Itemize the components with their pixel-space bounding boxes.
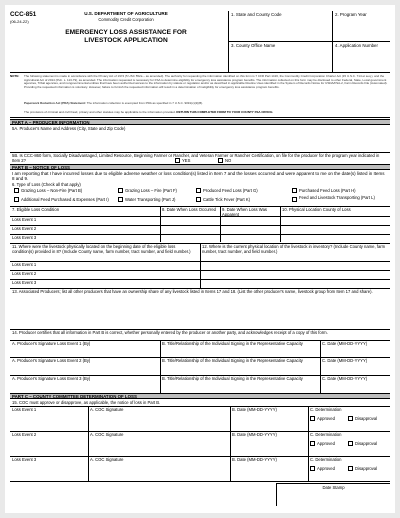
divider	[320, 340, 321, 393]
divider	[10, 481, 390, 482]
loss-type-label: Grazing Loss – Non-Fire (Part B)	[21, 188, 83, 193]
form-revision: (06-24-22)	[10, 19, 29, 24]
table-row[interactable]	[12, 235, 388, 243]
loss-type-label: Additional Feed Purchased & Expenses (Part I)	[21, 197, 109, 202]
table-row[interactable]	[12, 280, 388, 288]
col-date-loss-occurred: 8. Date When Loss Occurred	[162, 207, 216, 212]
state-county-code-field[interactable]: 1. State and County Code	[228, 11, 332, 41]
coc-date-3-field[interactable]: B. Date (MM-DD-YYYY)	[232, 457, 277, 462]
signature-date-2-field[interactable]: C. Date (MM-DD-YYYY)	[322, 358, 368, 363]
ccc-851-form	[10, 11, 390, 506]
loss-event-label: Loss Event 1	[12, 262, 37, 267]
approved-label: Approved	[317, 441, 335, 446]
approved-3-checkbox[interactable]	[310, 466, 315, 471]
loss-certification-text: I am reporting that I have incurred losses due to eligible adverse weather or loss condition(s) listed in Item 7 and the losses occurred and were apparent to me on the date(s) listed in Items 8 and 9.	[12, 171, 385, 181]
loss-event-label: Loss Event 3	[12, 280, 37, 285]
privacy-notice	[10, 74, 390, 118]
table-row[interactable]	[12, 226, 388, 234]
coc-determination-label: C. Determination	[310, 457, 342, 462]
producer-signature-3-field[interactable]: A. Producer's Signature Loss Event 3 (By)	[12, 376, 91, 381]
cattle-tick-checkbox[interactable]	[196, 197, 201, 202]
col-location-county: 10. Physical Location County of Loss	[282, 207, 351, 212]
county-office-name-field[interactable]: 3. County Office Name	[228, 41, 332, 73]
department-name: U.S. DEPARTMENT OF AGRICULTURE	[84, 11, 168, 16]
loss-event-label: Loss Event 2	[12, 271, 37, 276]
disapproved-1-checkbox[interactable]	[348, 416, 353, 421]
title-relationship-2-field[interactable]: B. Title/Relationship of the Individual Signing in the Representative Capacity	[162, 358, 303, 363]
divider	[230, 406, 231, 481]
disapproved-label: Disapproval	[355, 416, 378, 421]
disapproved-2-checkbox[interactable]	[348, 441, 353, 446]
item-11-label: 11. Where were the livestock physically located on the beginning date of the eligible loss condition(s) provided in 8? (Include County name, farm number, tract number, and field number.)	[12, 244, 191, 254]
table-row[interactable]	[12, 262, 388, 270]
coc-loss-event-label: Loss Event 1	[12, 407, 37, 412]
loss-event-label: Loss Event 3	[12, 235, 37, 240]
loss-type-label: Grazing Loss – Fire (Part F)	[125, 188, 177, 193]
approved-label: Approved	[317, 416, 335, 421]
coc-determination-label: C. Determination	[310, 407, 342, 412]
title-relationship-3-field[interactable]: B. Title/Relationship of the Individual Signing in the Representative Capacity	[162, 376, 303, 381]
coc-signature-2-field[interactable]: A. COC Signature	[90, 432, 124, 437]
disapproved-label: Disapproval	[355, 441, 378, 446]
producer-name-address-field[interactable]	[12, 131, 388, 152]
no-checkbox[interactable]	[218, 158, 223, 163]
table-row[interactable]	[12, 271, 388, 279]
coc-determination-label: C. Determination	[310, 432, 342, 437]
fraud-text: The provisions of criminal and civil fraud, privacy and other statutes may be applicable to the information provided.	[24, 110, 176, 114]
privacy-act-text: The following statement is made in accordance with the Privacy Act of 1974 (5 USC 552a – as amended). The authority for requesting the information identified on this form is 7 CFR Part 1416, the Commodity Credit Corporation Charter Act (15 U.S.C. 714 et seq.), and the Agricultural Act of 2014 (Pub. L. 113-79), as amended. The information requested is necessary for FSA to determine eligibility for emergency loss assistance program benefits. The information collected on this form may be disclosed to other Federal, State, Local government agencies, Tribal agencies, and nongovernmental entities that have been authorized access to the information by statute or regulation and/or as described in applicable Routine Uses identified in the System of Records Notice for USDA/FSA-2, Farm Records File (Automated). Providing the requested information is voluntary. However, failure to furnish the requested information will result in a determination of ineligibility for emergency loss assistance program benefits.	[24, 74, 388, 89]
producer-signature-2-field[interactable]: A. Producer's Signature Loss Event 2 (By)	[12, 358, 91, 363]
producer-name-address-label: 5A. Producer's Name and Address (City, State and Zip Code)	[12, 126, 126, 131]
program-year-field[interactable]: 2. Program Year	[332, 11, 390, 41]
return-instructions	[24, 111, 388, 115]
col-eligible-loss-condition: 7. Eligible Loss Condition	[12, 207, 60, 212]
produced-feed-checkbox[interactable]	[196, 188, 201, 193]
coc-date-1-field[interactable]: B. Date (MM-DD-YYYY)	[232, 407, 277, 412]
grazing-fire-checkbox[interactable]	[118, 188, 123, 193]
purchased-feed-checkbox[interactable]	[292, 188, 297, 193]
signature-date-3-field[interactable]: C. Date (MM-DD-YYYY)	[322, 376, 368, 381]
coc-date-2-field[interactable]: B. Date (MM-DD-YYYY)	[232, 432, 277, 437]
disapproved-3-checkbox[interactable]	[348, 466, 353, 471]
producer-signature-1-field[interactable]: A. Producer's Signature Loss Event 1 (By)	[12, 341, 91, 346]
loss-type-label: Feed and Livestock Transporting (Part L)	[299, 195, 375, 200]
col-date-loss-apparent: 9. Date When Loss Was Apparent	[222, 207, 267, 217]
yes-checkbox[interactable]	[175, 158, 180, 163]
yes-label: YES	[182, 158, 191, 163]
application-number-field[interactable]: 4. Application Number	[332, 41, 390, 73]
form-title	[46, 29, 206, 45]
disapproved-label: Disapproval	[355, 466, 378, 471]
item-13-label: 13. Associated Producers; list all other producers that have an ownership share of any livestock listed in Items 17 and 18. (List the other producer's name, livestock group from Item 17 and share).	[12, 289, 373, 294]
signature-date-1-field[interactable]: C. Date (MM-DD-YYYY)	[322, 341, 368, 346]
part-a-header: PART A – PRODUCER INFORMATION	[10, 119, 390, 125]
approved-2-checkbox[interactable]	[310, 441, 315, 446]
loss-type-label: Cattle Tick Fever (Part K)	[203, 197, 251, 202]
approved-label: Approved	[317, 466, 335, 471]
water-transport-checkbox[interactable]	[118, 197, 123, 202]
loss-type-label: Produced Feed Loss (Part G)	[203, 188, 258, 193]
feed-livestock-transport-checkbox[interactable]	[292, 197, 297, 202]
approved-1-checkbox[interactable]	[310, 416, 315, 421]
type-of-loss-label: 6. Type of Loss (Check all that apply)	[12, 182, 81, 187]
form-header	[10, 11, 390, 73]
agency-block	[46, 11, 206, 22]
divider	[308, 406, 309, 481]
additional-feed-checkbox[interactable]	[14, 197, 19, 202]
form-page	[5, 5, 395, 513]
pra-statement	[24, 102, 388, 106]
divider	[160, 340, 161, 393]
pra-label: Paperwork Reduction Act (PRA) Statement:	[24, 101, 86, 105]
part-c-header: PART C – COUNTY COMMITTEE DETERMINATION OF LOSS	[10, 393, 390, 399]
coc-loss-event-label: Loss Event 2	[12, 432, 37, 437]
corporation-name: Commodity Credit Corporation	[98, 17, 154, 22]
associated-producers-field[interactable]	[12, 300, 388, 329]
title-line-1: EMERGENCY LOSS ASSISTANCE FOR	[65, 29, 187, 36]
coc-signature-3-field[interactable]: A. COC Signature	[90, 457, 124, 462]
certification-question: 5B. Is CCC-860 form, Socially Disadvantaged, Limited Resource, Beginning Farmer or Rancher, and Veteran Farmer or Rancher Certification, on file for the producer for the program year indicated in Item 2?	[12, 153, 380, 163]
grazing-nonfire-checkbox[interactable]	[14, 188, 19, 193]
loss-event-label: Loss Event 2	[12, 226, 37, 231]
item-12-label: 12. Where is the current physical location of the livestock in inventory? (Include County name, farm number, tract number, and field number.)	[202, 244, 386, 254]
table-row[interactable]	[12, 217, 388, 225]
pra-text: The information collection is exempted from PRA as specified in 7 U.S.C. 9091(c)(2)(B).	[86, 101, 204, 105]
coc-loss-event-label: Loss Event 3	[12, 457, 37, 462]
coc-signature-1-field[interactable]: A. COC Signature	[90, 407, 124, 412]
loss-type-label: Water Transporting (Part J)	[125, 197, 176, 202]
loss-event-label: Loss Event 1	[12, 217, 37, 222]
title-relationship-1-field[interactable]: B. Title/Relationship of the Individual Signing in the Representative Capacity	[162, 341, 303, 346]
form-number: CCC-851	[10, 11, 37, 18]
item-15-label: 15. COC must approve or disapprove, as applicable, the notice of loss in Part B.	[12, 400, 161, 405]
return-text: RETURN THIS COMPLETED FORM TO YOUR COUNTY FSA OFFICE.	[176, 110, 274, 114]
part-b-header: PART B – NOTICE OF LOSS	[10, 164, 390, 170]
title-line-2: LIVESTOCK APPLICATION	[84, 37, 168, 44]
item-14-label: 14. Producer certifies that all information in Part B is correct, whether personally entered by the producer or another party, and acknowledges receipt of a copy of this form.	[12, 330, 328, 335]
loss-type-label: Purchased Feed Loss (Part H)	[299, 188, 356, 193]
notice-label: NOTE:	[10, 74, 20, 78]
no-label: NO	[225, 158, 232, 163]
divider	[88, 406, 89, 481]
date-stamp-box: Date Stamp	[276, 483, 390, 506]
